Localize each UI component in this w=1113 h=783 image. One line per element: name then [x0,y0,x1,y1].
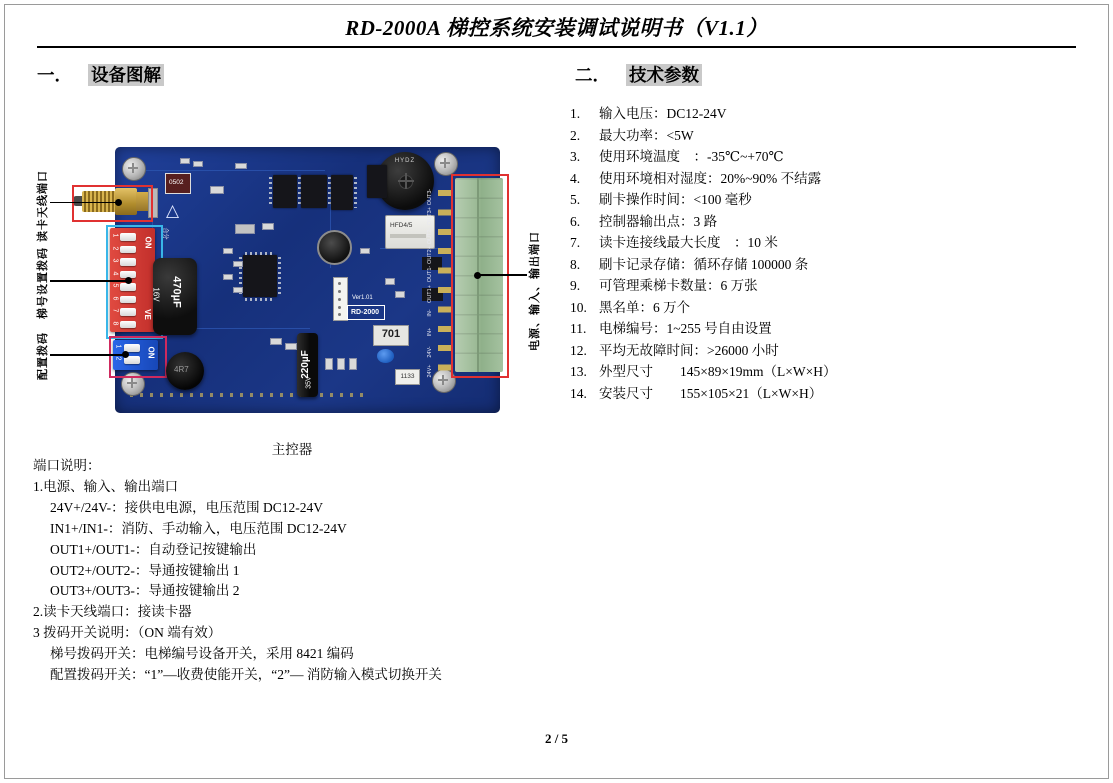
white-connector [333,277,348,321]
port-note-line: 配置拨码开关：“1”—收费使能开关，“2”— 消防输入模式切换开关 [50,667,442,683]
callout-terminal-line [477,274,527,276]
inductor-4r7-label: 4R7 [174,365,189,374]
tech-param-item: 13. 外型尺寸 145×89×19mm（L×W×H） [570,364,837,379]
tech-param-item: 4. 使用环境相对湿度：20%~90% 不结露 [570,170,822,186]
section1-number: 一． [37,65,72,85]
section1-title: 设备图解 [88,64,164,86]
component-1133-label: 1133 [400,372,415,380]
callout-config-dip-label: 配置拨码 [37,332,49,380]
component-0502-label: 0502 [169,179,184,186]
dip8-num-2: 2 [111,246,119,250]
tech-param-item: 14. 安装尺寸 155×105×21（L×W×H） [570,385,823,401]
port-notes [33,456,563,686]
tech-param-item: 5. 刷卡操作时间：<100 毫秒 [570,192,752,207]
callout-elevator-dip-line [50,280,128,282]
port-note-line: 1.电源、输入、输出端口 [33,478,179,494]
antenna-highlight-box [72,185,153,222]
tech-param-item: 11. 电梯编号：1~255 号自由设置 [570,321,772,336]
model-silkscreen-box [347,305,385,320]
soic-chip [367,165,387,198]
callout-elevator-dip-dot [125,277,132,284]
tech-param-item: 12. 平均无故障时间：>26000 小时 [570,342,779,358]
port-note-line: OUT1+/OUT1-：自动登记按键输出 [50,541,257,557]
pin-label: OUT1+ [427,285,433,303]
soic-chip [331,175,353,210]
dip-mark-text: 合分 [161,227,168,240]
pin-label: OUT2- [427,227,433,245]
component-701-label: 701 [381,328,401,340]
port-note-line: IN1+/IN1-：消防、手动输入，电压范围 DC12-24V [50,520,347,536]
port-note-line: OUT2+/OUT2-：导通按键输出 1 [50,562,240,578]
soic-chip [273,175,297,208]
board-figure [30,128,578,430]
page-title: RD-2000A 梯控系统安装调试说明书（V1.1） [345,16,768,40]
tech-param-item: 8. 刷卡记录存储：循环存储 100000 条 [570,256,809,272]
callout-antenna-line [50,202,118,204]
callout-config-dip-line [50,354,125,356]
port-note-line: 梯号拨码开关：电梯编号设备开关，采用 8421 编码 [50,646,354,662]
mcu-chip [243,255,277,297]
callout-antenna-dot [115,199,122,206]
dip2-on-label: ON [146,346,156,359]
screw-top-right [434,152,458,176]
callout-elevator-dip-label: 梯号设置拨码 [37,247,49,319]
triangle-silkscreen: △ [166,201,180,220]
pin-label: OUT3- [427,188,433,206]
capacitor-220uf-voltage: 35V [305,376,313,389]
dip8-num-1: 1 [111,233,119,238]
tech-param-item: 6. 控制器输出点：3 路 [570,213,718,229]
dip8-num-6: 6 [111,296,119,300]
dip8-on-label: ON [143,236,153,249]
version-silkscreen: Ver1.01 [352,295,373,301]
tech-param-item: 3. 使用环境温度 ：-35℃~+70℃ [570,149,784,164]
dip8-num-4: 4 [111,271,119,275]
dip2-num-1: 1 [114,344,122,349]
model-silkscreen: RD-2000 [351,308,380,316]
section2-heading [575,62,702,87]
dip8-num-3: 3 [111,258,119,263]
backup-battery [317,230,352,265]
component-701 [373,325,409,346]
callout-config-dip-dot [122,351,129,358]
soic-chip [301,175,327,208]
dip8-num-8: 8 [111,321,119,325]
blue-disc-component [377,349,394,363]
port-note-line: 3 拨码开关说明：（ON 端有效） [33,625,222,641]
port-note-line: OUT3+/OUT3-：导通按键输出 2 [50,583,240,599]
callout-terminal-label: 电源、输入、输出端口 [529,231,541,351]
section1-heading [37,62,164,87]
port-note-line: 2.读卡天线端口：接读卡器 [33,604,192,620]
pin-label: OUT3+ [427,207,433,225]
header-rule [37,46,1076,48]
screw-top-left [122,157,146,181]
inductor-4r7 [166,352,204,390]
component-1133 [395,369,420,385]
pin-label: 24V- [427,346,433,358]
page-number: 2 / 5 [544,731,569,746]
dip8-ve-label: VE [142,309,152,320]
figure-caption: 主控器 [271,442,313,457]
relay-label: HFD4/5 [390,222,413,229]
tech-param-item: 7. 读卡连接线最大长度 ：10 米 [570,235,778,250]
capacitor-470uf-label: 470µF [170,276,183,308]
capacitor-220uf-label: 220µF [299,350,311,379]
buzzer-brand-text: HYDZ [394,158,416,164]
capacitor-470uf [153,258,197,335]
capacitor-220uf [297,333,318,397]
pin-label: IN- [427,309,433,317]
port-note-line: 24V+/24V-：接供电电源，电压范围 DC12-24V [50,499,323,515]
tech-param-item: 1. 输入电压：DC12-24V [570,106,727,121]
section2-number: 二． [575,65,610,85]
dip8-num-7: 7 [111,308,119,313]
dip8-num-5: 5 [111,283,119,288]
capacitor-470uf-voltage: 16V [151,287,161,302]
pin-label: 24V+ [427,364,433,378]
pin-label: OUT1- [427,265,433,283]
port-notes-heading: 端口说明： [33,458,101,473]
tech-param-item: 9. 可管理乘梯卡数量：6 万张 [570,278,758,293]
config-dip-highlight-box [109,336,167,378]
dip2-num-2: 2 [114,356,122,361]
callout-antenna-label: 读卡天线端口 [37,170,49,242]
tech-params-list [570,103,1105,404]
tech-param-item: 2. 最大功率：<5W [570,127,694,143]
pin-label: IN+ [427,327,433,337]
pin-label: OUT2+ [427,246,433,264]
terminal-pins [438,190,452,380]
section2-title: 技术参数 [626,64,702,86]
tech-param-item: 10. 黑名单：6 万个 [570,299,691,315]
component-0502 [165,173,191,194]
